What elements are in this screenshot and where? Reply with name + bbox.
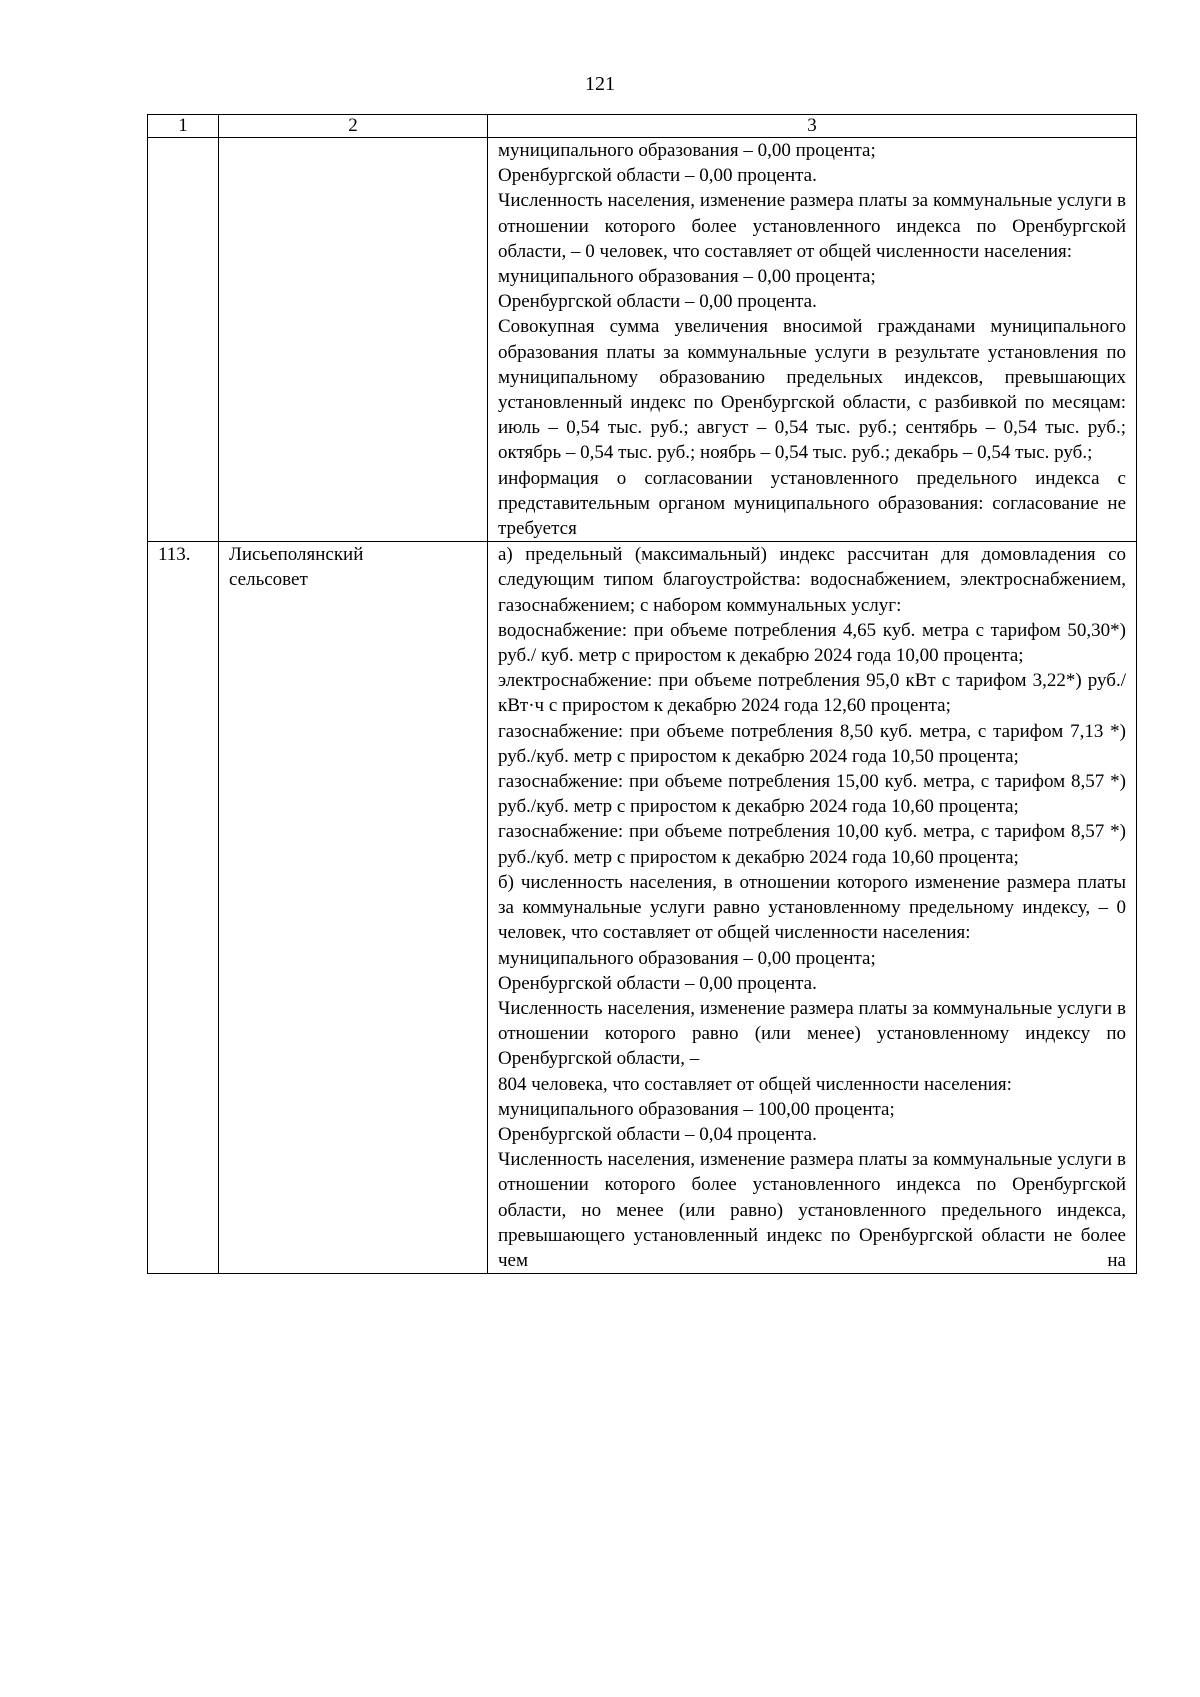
municipality-name-line: сельсовет [229,569,308,591]
content-paragraph: информация о согласовании установленного предельного индекса с представительным органом муниципального образования: согласование не требуется [498,467,1126,540]
content-paragraph: Совокупная сумма увеличения вносимой гражданами муниципального образования платы за коммунальные услуги в результате установления по муниципальному образованию предельных индексов, превышающих установленный индекс по Оренбургской области, с разбивкой по месяцам: июль – 0,54 тыс. руб.; август – 0,54 тыс. руб.; сентябрь – 0,54 тыс. руб.; октябрь – 0,54 тыс. руб.; ноябрь – 0,54 тыс. руб.; декабрь – 0,54 тыс. руб.; [498,316,1126,464]
column-header-1: 1 [148,115,219,138]
row-number [148,138,219,542]
content-line: муниципального образования – 0,00 процента; [498,266,876,288]
row-number: 113. [148,542,219,1274]
content-line: Оренбургской области – 0,00 процента. [498,165,817,187]
table-header-row [148,115,1137,138]
content-line: Оренбургской области – 0,04 процента. [498,1123,817,1145]
table-row [148,542,1137,1274]
row-content [488,542,1137,1274]
content-line: муниципального образования – 0,00 процента; [498,947,876,969]
content-paragraph: газоснабжение: при объеме потребления 15,00 куб. метра, с тарифом 8,57 *) руб./куб. метр с приростом к декабрю 2024 года 10,60 процента; [498,771,1126,818]
content-paragraph: Численность населения, изменение размера платы за коммунальные услуги в отношении которого равно (или менее) установленному индексу по Оренбургской области, – [498,997,1126,1070]
row-content [488,138,1137,542]
content-paragraph: Численность населения, изменение размера платы за коммунальные услуги в отношении которого более установленного индекса по Оренбургской области, – 0 человек, что составляет от общей численности населения: [498,190,1126,262]
municipality-name-line: Лисьеполянский [229,544,364,566]
content-line: Оренбургской области – 0,00 процента. [498,972,817,994]
content-line: муниципального образования – 0,00 процента; [498,140,876,161]
content-paragraph: водоснабжение: при объеме потребления 4,65 куб. метра с тарифом 50,30*) руб./ куб. метр с приростом к декабрю 2024 года 10,00 процента; [498,619,1126,667]
municipality-name [219,138,488,542]
municipality-name [219,542,488,1274]
content-line: муниципального образования – 100,00 процента; [498,1098,895,1120]
content-paragraph: газоснабжение: при объеме потребления 8,50 куб. метра, с тарифом 7,13 *) руб./куб. метр с приростом к декабрю 2024 года 10,50 процента; [498,720,1126,767]
content-paragraph: а) предельный (максимальный) индекс рассчитан для домовладения со следующим типом благоустройства: водоснабжением, электроснабжением, газоснабжением; с набором коммунальных услуг: [498,544,1126,616]
content-line: 804 человека, что составляет от общей численности населения: [498,1073,1012,1095]
document-table [147,114,1137,1274]
column-header-3: 3 [488,115,1137,138]
table-row [148,138,1137,542]
content-paragraph: электроснабжение: при объеме потребления 95,0 кВт с тарифом 3,22*) руб./кВт·ч с приростом к декабрю 2024 года 12,60 процента; [498,670,1126,717]
content-line: Оренбургской области – 0,00 процента. [498,291,817,313]
content-paragraph: б) численность населения, в отношении которого изменение размера платы за коммунальные услуги равно установленному предельному индексу, – 0 человек, что составляет от общей численности населения: [498,871,1126,944]
content-paragraph: Численность населения, изменение размера платы за коммунальные услуги в отношении которого более установленного индекса по Оренбургской области, но менее (или равно) установленного предельного индекса, превышающего установленный индекс по Оренбургской области не более чем на [498,1149,1126,1271]
page-number: 121 [585,73,615,95]
content-paragraph: газоснабжение: при объеме потребления 10,00 куб. метра, с тарифом 8,57 *) руб./куб. метр с приростом к декабрю 2024 года 10,60 процента; [498,821,1126,868]
column-header-2: 2 [219,115,488,138]
